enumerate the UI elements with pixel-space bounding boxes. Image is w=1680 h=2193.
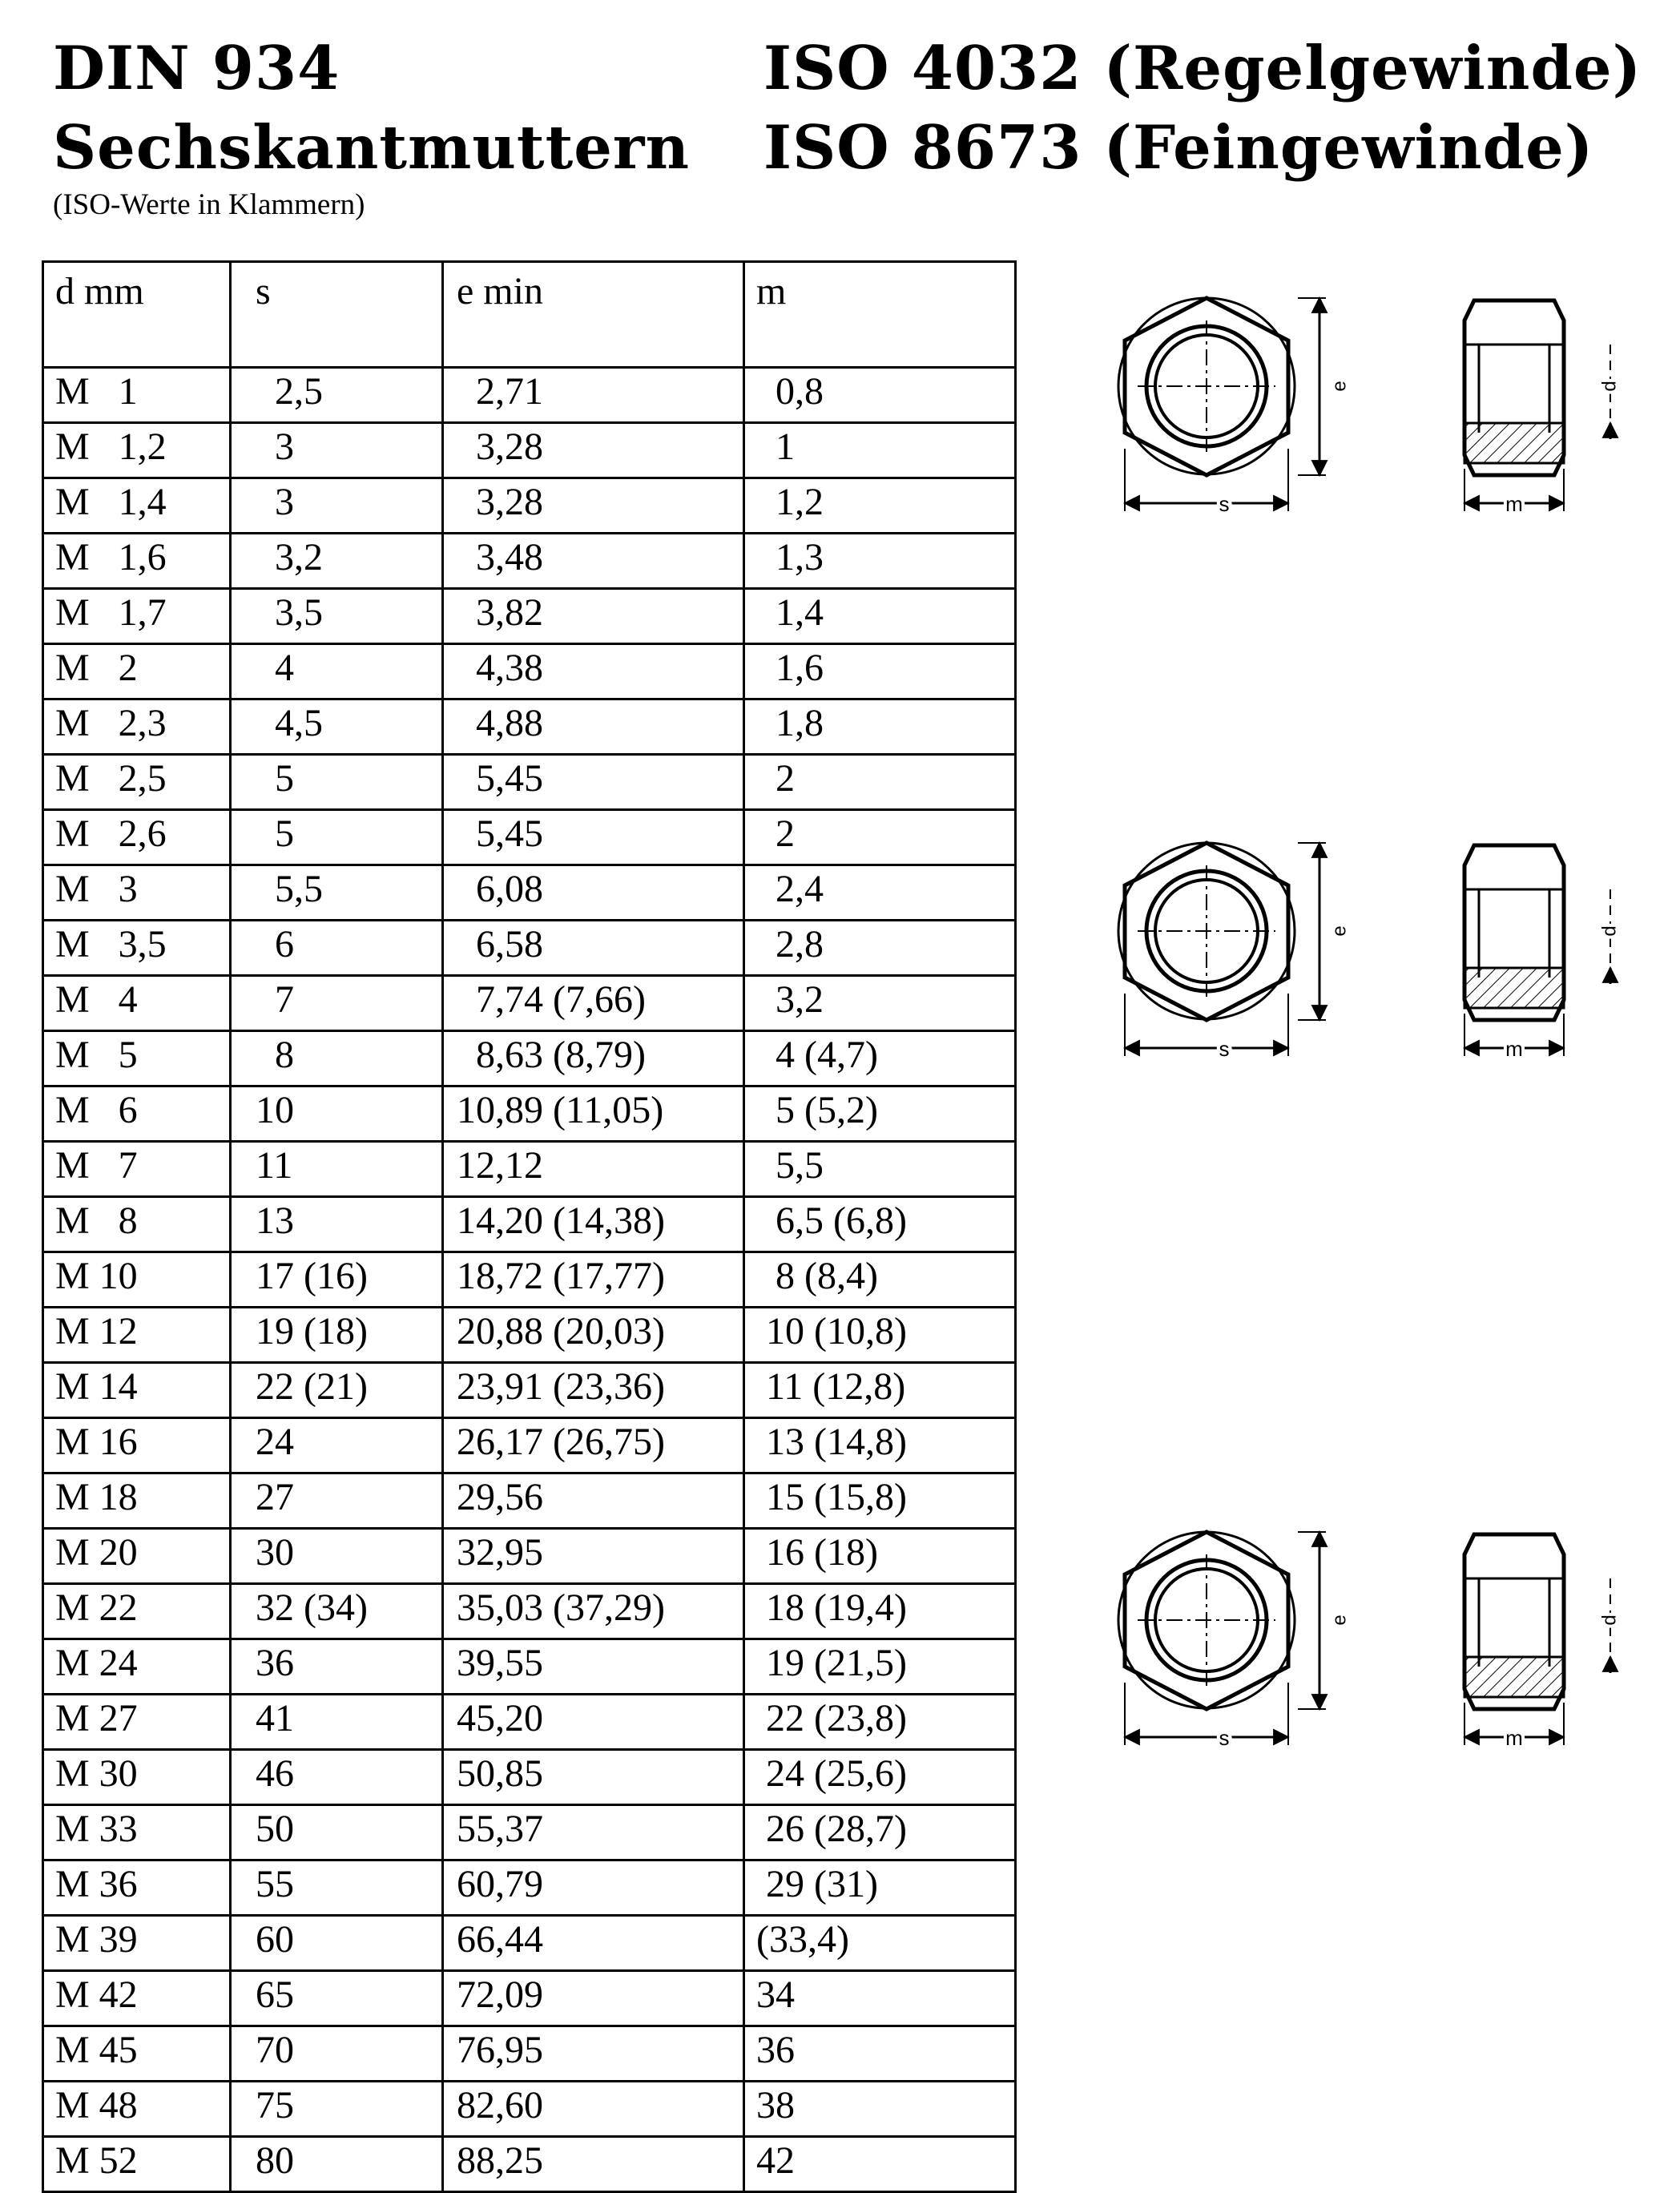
nut-drawing-middle [1118,843,1620,1061]
cell-m: 22 (23,8) [744,1695,1016,1750]
label-d: d [1598,381,1621,392]
cell-e-min: 3,28 [443,478,744,534]
table-row [43,755,1016,810]
cell-m: 4 (4,7) [744,1031,1016,1086]
cell-thread-size: M 3 [43,865,231,921]
cell-m: 5,5 [744,1142,1016,1197]
cell-e-min: 18,72 (17,77) [443,1252,744,1308]
cell-e-min: 45,20 [443,1695,744,1750]
table-row [43,2082,1016,2137]
cell-e-min: 76,95 [443,2026,744,2082]
table-row [43,1142,1016,1197]
cell-s: 10 [231,1086,443,1142]
table-row [43,423,1016,478]
cell-s: 5 [231,810,443,865]
cell-s: 32 (34) [231,1584,443,1639]
cell-thread-size: M 1,6 [43,534,231,589]
cell-m: 5 (5,2) [744,1086,1016,1142]
cell-thread-size: M 42 [43,1971,231,2026]
cell-thread-size: M 22 [43,1584,231,1639]
cell-thread-size: M 1,7 [43,589,231,644]
cell-m: 38 [744,2082,1016,2137]
cell-e-min: 55,37 [443,1805,744,1860]
label-d: d [1598,925,1621,937]
cell-e-min: 26,17 (26,75) [443,1418,744,1473]
cell-thread-size: M 12 [43,1308,231,1363]
table-row [43,1805,1016,1860]
cell-e-min: 5,45 [443,755,744,810]
table-row [43,1639,1016,1695]
cell-thread-size: M 14 [43,1363,231,1418]
cell-m: 2 [744,810,1016,865]
cell-e-min: 32,95 [443,1529,744,1584]
cell-s: 3,5 [231,589,443,644]
table-row [43,1584,1016,1639]
cell-thread-size: M 7 [43,1142,231,1197]
cell-thread-size: M 2,6 [43,810,231,865]
cell-thread-size: M 36 [43,1860,231,1916]
table-row [43,1860,1016,1916]
cell-m: 36 [744,2026,1016,2082]
cell-thread-size: M 24 [43,1639,231,1695]
iso-values-note: (ISO-Werte in Klammern) [53,188,365,221]
cell-thread-size: M 18 [43,1473,231,1529]
table-row [43,2026,1016,2082]
cell-m: 2,4 [744,865,1016,921]
table-row [43,1971,1016,2026]
cell-thread-size: M 1,4 [43,478,231,534]
table-row [43,1418,1016,1473]
cell-thread-size: M 3,5 [43,921,231,976]
cell-s: 80 [231,2137,443,2192]
cell-s: 24 [231,1418,443,1473]
cell-s: 3 [231,478,443,534]
nut-dimensions-table [42,260,1017,2193]
cell-m: 3,2 [744,976,1016,1031]
cell-thread-size: M 52 [43,2137,231,2192]
cell-m: 42 [744,2137,1016,2192]
cell-e-min: 12,12 [443,1142,744,1197]
cell-s: 65 [231,1971,443,2026]
cell-thread-size: M 8 [43,1197,231,1252]
cell-s: 22 (21) [231,1363,443,1418]
column-header-e-min: e min [443,262,744,368]
table-row [43,921,1016,976]
cell-m: 1,4 [744,589,1016,644]
cell-e-min: 35,03 (37,29) [443,1584,744,1639]
iso-fine-thread: ISO 8673 (Feingewinde) [763,112,1594,183]
table-row [43,1363,1016,1418]
cell-s: 30 [231,1529,443,1584]
cell-s: 19 (18) [231,1308,443,1363]
table-row [43,1916,1016,1971]
cell-thread-size: M 48 [43,2082,231,2137]
cell-e-min: 66,44 [443,1916,744,1971]
cell-s: 6 [231,921,443,976]
cell-s: 13 [231,1197,443,1252]
cell-thread-size: M 16 [43,1418,231,1473]
cell-thread-size: M 1 [43,368,231,423]
cell-thread-size: M 27 [43,1695,231,1750]
cell-e-min: 3,82 [443,589,744,644]
cell-s: 41 [231,1695,443,1750]
cell-thread-size: M 10 [43,1252,231,1308]
table-row [43,1086,1016,1142]
cell-s: 36 [231,1639,443,1695]
cell-s: 3,2 [231,534,443,589]
cell-e-min: 10,89 (11,05) [443,1086,744,1142]
cell-s: 5,5 [231,865,443,921]
din-title: Sechskantmuttern [53,112,690,183]
label-e: e [1328,1615,1351,1626]
table-row [43,1031,1016,1086]
column-header-d: d mm [43,262,231,368]
cell-m: 1,3 [744,534,1016,589]
label-m: m [1505,1726,1523,1750]
cell-e-min: 7,74 (7,66) [443,976,744,1031]
cell-e-min: 72,09 [443,1971,744,2026]
iso-coarse-thread: ISO 4032 (Regelgewinde) [763,33,1642,103]
cell-m: 1 [744,423,1016,478]
cell-e-min: 8,63 (8,79) [443,1031,744,1086]
table-row [43,1529,1016,1584]
table-row [43,1308,1016,1363]
cell-e-min: 6,58 [443,921,744,976]
cell-e-min: 6,08 [443,865,744,921]
cell-s: 8 [231,1031,443,1086]
table-row [43,644,1016,699]
cell-thread-size: M 45 [43,2026,231,2082]
cell-thread-size: M 1,2 [43,423,231,478]
cell-e-min: 4,38 [443,644,744,699]
cell-s: 55 [231,1860,443,1916]
cell-s: 3 [231,423,443,478]
cell-s: 75 [231,2082,443,2137]
cell-m: 8 (8,4) [744,1252,1016,1308]
cell-thread-size: M 2 [43,644,231,699]
cell-m: 18 (19,4) [744,1584,1016,1639]
cell-s: 27 [231,1473,443,1529]
cell-s: 11 [231,1142,443,1197]
label-e: e [1328,381,1351,392]
cell-thread-size: M 2,3 [43,699,231,755]
cell-s: 7 [231,976,443,1031]
label-s: s [1219,1726,1230,1750]
cell-m: 24 (25,6) [744,1750,1016,1805]
cell-m: 34 [744,1971,1016,2026]
label-m: m [1505,1037,1523,1061]
cell-e-min: 23,91 (23,36) [443,1363,744,1418]
nut-drawing-top [1118,298,1620,516]
cell-e-min: 20,88 (20,03) [443,1308,744,1363]
table-row [43,1252,1016,1308]
table-row [43,1695,1016,1750]
cell-s: 46 [231,1750,443,1805]
cell-e-min: 4,88 [443,699,744,755]
cell-s: 4 [231,644,443,699]
table-row [43,976,1016,1031]
table-row [43,1197,1016,1252]
cell-m: 10 (10,8) [744,1308,1016,1363]
cell-m: 0,8 [744,368,1016,423]
cell-e-min: 3,28 [443,423,744,478]
cell-e-min: 14,20 (14,38) [443,1197,744,1252]
cell-e-min: 50,85 [443,1750,744,1805]
din-number: DIN 934 [53,33,340,103]
cell-m: 1,8 [744,699,1016,755]
table-row [43,865,1016,921]
cell-m: 1,2 [744,478,1016,534]
cell-thread-size: M 30 [43,1750,231,1805]
cell-e-min: 5,45 [443,810,744,865]
cell-thread-size: M 33 [43,1805,231,1860]
label-s: s [1219,1037,1230,1061]
cell-thread-size: M 4 [43,976,231,1031]
nut-drawings [1106,256,1634,1819]
cell-m: 1,6 [744,644,1016,699]
cell-thread-size: M 2,5 [43,755,231,810]
label-e: e [1328,925,1351,937]
cell-m: 29 (31) [744,1860,1016,1916]
cell-e-min: 82,60 [443,2082,744,2137]
cell-thread-size: M 39 [43,1916,231,1971]
cell-m: (33,4) [744,1916,1016,1971]
cell-e-min: 88,25 [443,2137,744,2192]
cell-s: 50 [231,1805,443,1860]
cell-m: 16 (18) [744,1529,1016,1584]
cell-s: 70 [231,2026,443,2082]
table-row [43,1473,1016,1529]
column-header-m: m [744,262,1016,368]
table-header-row [43,262,1016,368]
table-row [43,810,1016,865]
cell-s: 2,5 [231,368,443,423]
table-row [43,589,1016,644]
nut-drawing-bottom [1118,1532,1620,1750]
cell-m: 2 [744,755,1016,810]
cell-thread-size: M 5 [43,1031,231,1086]
cell-s: 17 (16) [231,1252,443,1308]
cell-m: 2,8 [744,921,1016,976]
cell-e-min: 29,56 [443,1473,744,1529]
cell-m: 11 (12,8) [744,1363,1016,1418]
cell-m: 13 (14,8) [744,1418,1016,1473]
cell-thread-size: M 6 [43,1086,231,1142]
cell-m: 26 (28,7) [744,1805,1016,1860]
cell-m: 15 (15,8) [744,1473,1016,1529]
cell-s: 5 [231,755,443,810]
cell-e-min: 3,48 [443,534,744,589]
table-row [43,368,1016,423]
label-d: d [1598,1615,1621,1626]
cell-e-min: 2,71 [443,368,744,423]
label-m: m [1505,492,1523,516]
column-header-s: s [231,262,443,368]
table-row [43,2137,1016,2192]
cell-m: 19 (21,5) [744,1639,1016,1695]
cell-e-min: 39,55 [443,1639,744,1695]
cell-s: 60 [231,1916,443,1971]
cell-s: 4,5 [231,699,443,755]
cell-thread-size: M 20 [43,1529,231,1584]
table-row [43,478,1016,534]
cell-m: 6,5 (6,8) [744,1197,1016,1252]
table-row [43,699,1016,755]
table-row [43,1750,1016,1805]
table-row [43,534,1016,589]
cell-e-min: 60,79 [443,1860,744,1916]
label-s: s [1219,492,1230,516]
